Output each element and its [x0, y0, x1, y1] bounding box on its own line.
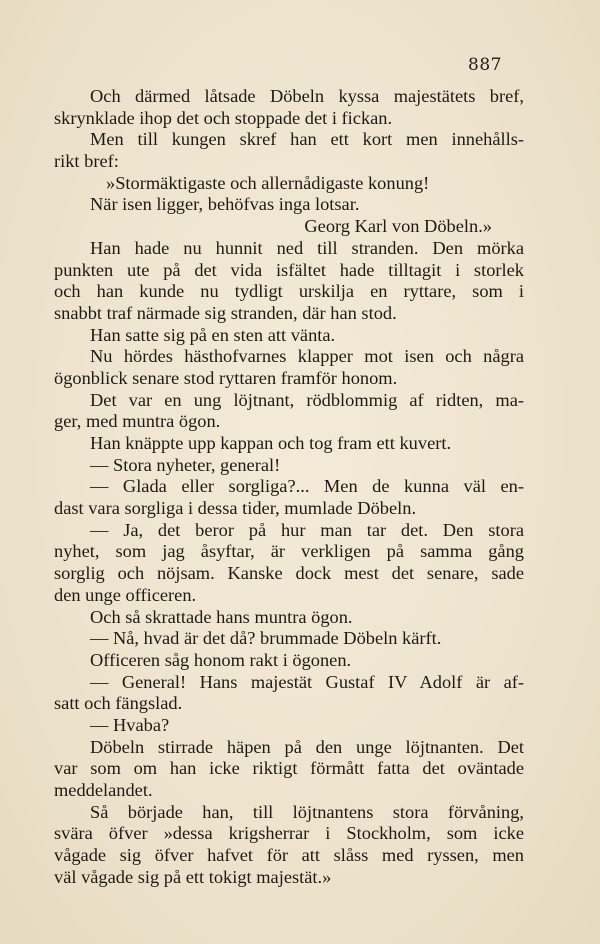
- text-line: Det var en ung löjtnant, rödblommig af ridten, ma-: [90, 389, 524, 410]
- text-line: När isen ligger, behöfvas inga lotsar.: [90, 194, 360, 215]
- text-line: — General! Hans majestät Gustaf IV Adolf är af-: [90, 671, 524, 692]
- text-line: Han knäppte upp kappan och tog fram ett kuvert.: [90, 433, 452, 453]
- text-line: svära öfver »dessa krigsherrar i Stockholm, som icke: [54, 823, 524, 844]
- page-number: 887: [468, 55, 502, 75]
- text-line: dast vara sorgliga i dessa tider, mumlade Döbeln.: [54, 498, 417, 519]
- text-line: snabbt traf närmade sig stranden, där han stod.: [54, 302, 397, 323]
- text-line: den unge officeren.: [54, 584, 197, 605]
- text-line: — Ja, det beror på hur man tar det. Den stora: [90, 519, 524, 540]
- text-line: nyhet, som jag åsyftar, är verkligen på samma gång: [54, 541, 524, 562]
- signature-line: Georg Karl von Döbeln.»: [304, 216, 492, 237]
- text-line: meddelandet.: [54, 780, 153, 800]
- text-line: Döbeln stirrade häpen på den unge löjtnanten. Det: [90, 736, 524, 757]
- text-line: Så började han, till löjtnantens stora förvåning,: [90, 801, 524, 822]
- text-line: Men till kungen skref han ett kort men innehålls-: [90, 129, 524, 150]
- text-line: sorglig och nöjsam. Kanske dock mest det senare, sade: [54, 563, 524, 584]
- text-line: Och därmed låtsade Döbeln kyssa majestätets bref,: [90, 86, 524, 106]
- text-line: satt och fängslad.: [54, 693, 183, 714]
- text-line: Officeren såg honom rakt i ögonen.: [90, 649, 352, 670]
- text-line: Han hade nu hunnit ned till stranden. Den mörka: [90, 237, 524, 258]
- text-line: väl vågade sig på ett tokigt majestät.»: [54, 866, 332, 887]
- text-line: — Hvaba?: [90, 714, 170, 735]
- text-line: Han satte sig på en sten att vänta.: [90, 324, 336, 345]
- text-line: — Glada eller sorgliga?... Men de kunna väl en-: [90, 476, 524, 497]
- text-line: vågade sig öfver hafvet för att slåss med ryssen, men: [54, 845, 524, 866]
- text-line: Och så skrattade hans muntra ögon.: [90, 606, 353, 627]
- text-line: — Stora nyheter, general!: [90, 454, 281, 475]
- text-line: ger, med muntra ögon.: [54, 411, 221, 432]
- body-text: [54, 86, 524, 888]
- text-line: ögonblick senare stod ryttaren framför honom.: [54, 367, 398, 388]
- text-line: och han kunde nu tydligt urskilja en ryttare, som i: [54, 281, 524, 302]
- text-line: skrynklade ihop det och stoppade det i fickan.: [54, 107, 393, 128]
- text-line: var som om han icke riktigt förmått fatta det oväntade: [54, 758, 524, 779]
- text-line: — Nå, hvad är det då? brummade Döbeln kärft.: [90, 628, 442, 649]
- text-line: punkten ute på det vida isfältet hade tilltagit i storlek: [54, 259, 524, 280]
- text-line: »Stormäktigaste och allernådigaste konung!: [106, 172, 430, 193]
- text-line: rikt bref:: [54, 151, 119, 172]
- text-line: Nu hördes hästhofvarnes klapper mot isen och några: [90, 346, 524, 367]
